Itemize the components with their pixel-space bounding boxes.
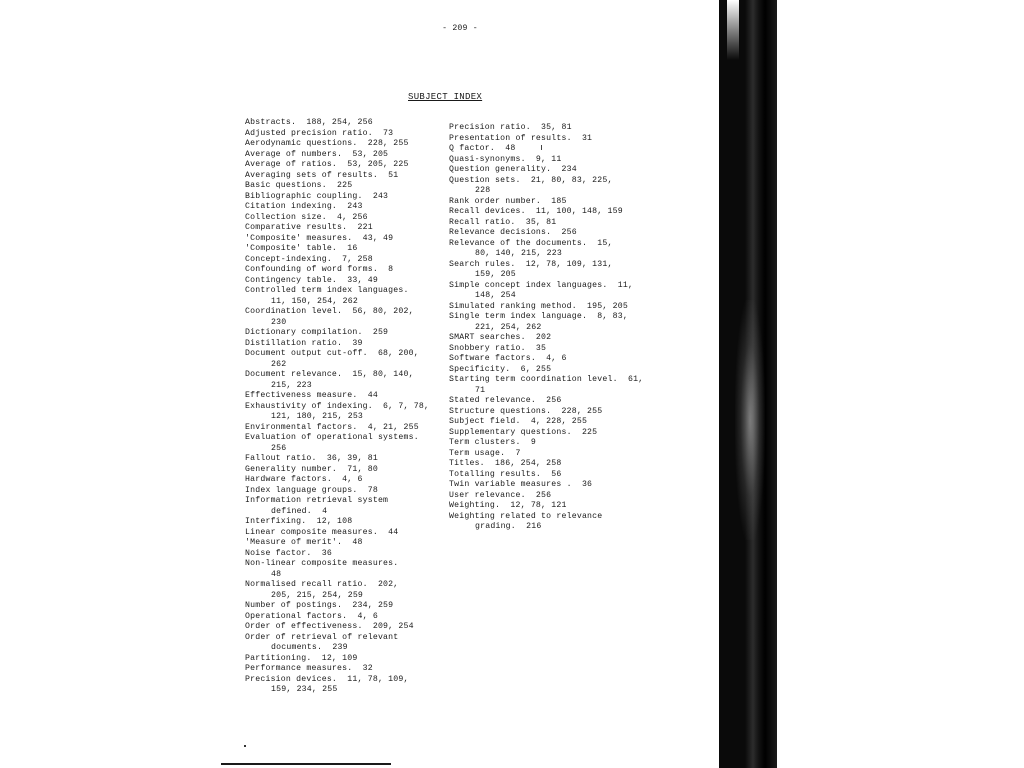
index-entry-continuation: 71 <box>475 385 486 395</box>
scanner-edge-highlight <box>727 0 739 60</box>
index-entry: Simple concept index languages. 11, <box>449 280 634 290</box>
index-entry: Titles. 186, 254, 258 <box>449 459 562 468</box>
index-entry-continuation: grading. 216 <box>475 522 542 531</box>
index-entry: Average of ratios. 53, 205, 225 <box>245 160 409 169</box>
index-entry: Subject field. 4, 228, 255 <box>449 417 588 426</box>
index-entry: Starting term coordination level. 61, <box>449 375 644 384</box>
index-entry: Term clusters. 9 <box>449 438 536 447</box>
index-entry: Order of retrieval of relevant <box>245 632 399 642</box>
index-entry-continuation: 256 <box>271 443 287 453</box>
index-entry: Adjusted precision ratio. 73 <box>245 128 394 138</box>
index-entry-continuation: 159, 234, 255 <box>271 685 338 694</box>
index-entry: Distillation ratio. 39 <box>245 338 363 348</box>
index-entry: Confounding of word forms. 8 <box>245 265 394 274</box>
index-entry: Software factors. 4, 6 <box>449 354 567 363</box>
index-entry-continuation: defined. 4 <box>271 506 328 516</box>
bottom-rule <box>221 763 391 765</box>
index-entry: Comparative results. 221 <box>245 223 373 232</box>
index-entry: Abstracts. 188, 254, 256 <box>245 118 373 127</box>
scanner-edge-speckle <box>735 300 765 540</box>
index-entry: Operational factors. 4, 6 <box>245 611 378 621</box>
index-entry: Information retrieval system <box>245 496 389 505</box>
index-entry: Citation indexing. 243 <box>245 202 363 211</box>
index-column-right <box>449 123 649 533</box>
index-entry: Index language groups. 78 <box>245 485 378 495</box>
index-entry-continuation: documents. 239 <box>271 643 348 652</box>
index-entry: 'Composite' table. 16 <box>245 244 358 253</box>
index-entry-continuation: 11, 150, 254, 262 <box>271 296 358 306</box>
index-entry-continuation: 262 <box>271 359 287 369</box>
index-entry-continuation: 148, 254 <box>475 291 516 300</box>
index-entry: Totalling results. 56 <box>449 469 562 479</box>
index-entry: Relevance of the documents. 15, <box>449 238 613 248</box>
index-entry: Stated relevance. 256 <box>449 396 562 405</box>
index-entry: Controlled term index languages. <box>245 286 409 295</box>
index-entry: Relevance decisions. 256 <box>449 228 577 237</box>
index-entry: Specificity. 6, 255 <box>449 364 552 374</box>
index-entry: Performance measures. 32 <box>245 664 373 673</box>
index-entry: User relevance. 256 <box>449 490 552 500</box>
index-entry: Presentation of results. 31 <box>449 133 593 143</box>
index-entry: Recall ratio. 35, 81 <box>449 217 557 227</box>
index-entry-continuation: 205, 215, 254, 259 <box>271 590 364 600</box>
index-entry-continuation: 121, 180, 215, 253 <box>271 412 364 421</box>
index-entry: Effectiveness measure. 44 <box>245 391 378 400</box>
index-entry: Structure questions. 228, 255 <box>449 406 603 416</box>
index-entry: Hardware factors. 4, 6 <box>245 475 363 484</box>
index-entry: Term usage. 7 <box>449 448 521 458</box>
index-entry: Precision devices. 11, 78, 109, <box>245 674 409 684</box>
index-entry: Weighting. 12, 78, 121 <box>449 501 567 510</box>
index-entry: Supplementary questions. 225 <box>449 427 598 437</box>
index-title: SUBJECT INDEX <box>408 92 483 102</box>
index-entry-continuation: 230 <box>271 317 287 327</box>
index-entry: Number of postings. 234, 259 <box>245 601 394 610</box>
index-entry: Single term index language. 8, 83, <box>449 312 628 321</box>
index-entry: 'Measure of merit'. 48 <box>245 538 363 547</box>
index-entry: Normalised recall ratio. 202, <box>245 580 399 589</box>
index-entry: Contingency table. 33, 49 <box>245 275 378 285</box>
index-entry: Question generality. 234 <box>449 165 577 174</box>
index-column-left <box>245 118 445 696</box>
index-entry: Average of numbers. 53, 205 <box>245 149 389 159</box>
index-entry: SMART searches. 202 <box>449 333 552 342</box>
index-entry: Q factor. 48 <box>449 144 516 153</box>
index-entry: Bibliographic coupling. 243 <box>245 191 389 201</box>
index-entry: Partitioning. 12, 109 <box>245 653 358 663</box>
index-entry: Question sets. 21, 80, 83, 225, <box>449 175 613 185</box>
index-entry: Generality number. 71, 80 <box>245 464 378 474</box>
scan-speck <box>244 745 246 747</box>
index-entry: Weighting related to relevance <box>449 511 603 521</box>
index-entry-continuation: 228 <box>475 186 491 195</box>
index-entry: 'Composite' measures. 43, 49 <box>245 233 394 243</box>
index-entry: Recall devices. 11, 100, 148, 159 <box>449 207 623 216</box>
index-entry-continuation: 159, 205 <box>475 270 516 279</box>
scan-speck <box>541 145 542 150</box>
index-entry: Linear composite measures. 44 <box>245 527 399 537</box>
index-entry: Precision ratio. 35, 81 <box>449 123 572 132</box>
index-entry: Non-linear composite measures. <box>245 559 399 568</box>
index-entry: Document relevance. 15, 80, 140, <box>245 370 414 379</box>
index-entry: Twin variable measures . 36 <box>449 480 593 489</box>
index-entry: Exhaustivity of indexing. 6, 7, 78, <box>245 401 430 411</box>
index-entry-continuation: 215, 223 <box>271 380 312 390</box>
index-entry-continuation: 48 <box>271 569 282 579</box>
index-entry: Simulated ranking method. 195, 205 <box>449 301 628 311</box>
index-entry: Fallout ratio. 36, 39, 81 <box>245 454 378 463</box>
index-entry-continuation: 80, 140, 215, 223 <box>475 249 562 258</box>
index-entry: Order of effectiveness. 209, 254 <box>245 622 414 631</box>
index-entry-continuation: 221, 254, 262 <box>475 322 542 332</box>
index-entry: Environmental factors. 4, 21, 255 <box>245 422 419 432</box>
index-entry: Interfixing. 12, 108 <box>245 517 353 526</box>
index-entry: Aerodynamic questions. 228, 255 <box>245 139 409 148</box>
index-entry: Averaging sets of results. 51 <box>245 170 399 180</box>
index-entry: Evaluation of operational systems. <box>245 433 419 442</box>
index-entry: Concept-indexing. 7, 258 <box>245 254 373 264</box>
index-entry: Document output cut-off. 68, 200, <box>245 349 419 358</box>
index-entry: Snobbery ratio. 35 <box>449 343 547 353</box>
index-entry: Dictionary compilation. 259 <box>245 328 389 337</box>
index-entry: Coordination level. 56, 80, 202, <box>245 307 414 316</box>
index-entry: Rank order number. 185 <box>449 196 567 206</box>
index-entry: Collection size. 4, 256 <box>245 212 368 222</box>
page-number: - 209 - <box>442 24 478 33</box>
index-entry: Quasi-synonyms. 9, 11 <box>449 154 562 164</box>
index-entry: Noise factor. 36 <box>245 548 332 558</box>
index-entry: Basic questions. 225 <box>245 181 353 190</box>
index-entry: Search rules. 12, 78, 109, 131, <box>449 259 613 269</box>
